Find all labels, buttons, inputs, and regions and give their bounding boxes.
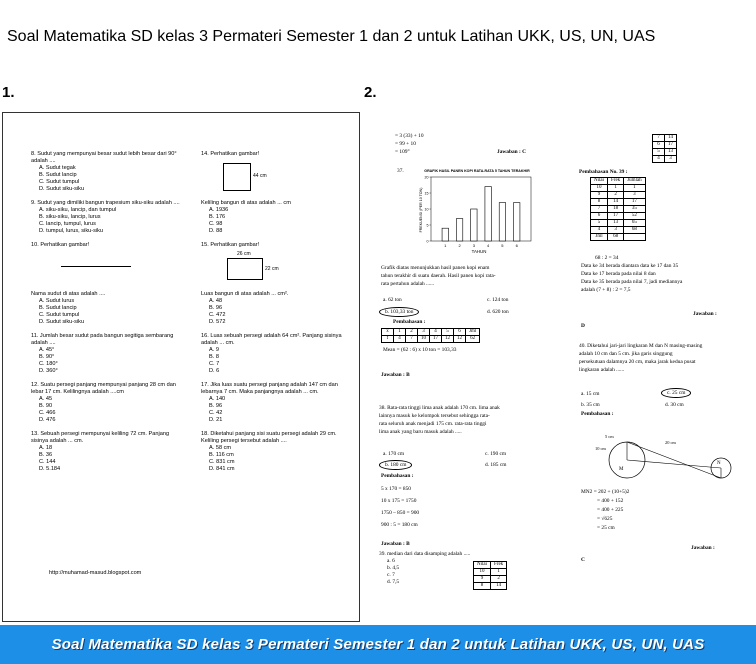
table-cell: 14 (491, 583, 507, 590)
answer-label: Jawaban : C (497, 149, 527, 155)
answer-option: B. 90 (39, 403, 53, 409)
table-cell: 4 (430, 329, 442, 336)
answer-option: A. 48 (209, 298, 223, 304)
question-text: 11. Jumlah besar sudut pada bangun segitiga sembarang adalah .... (31, 333, 174, 346)
question-text: 13. Sebuah persegi mempunyai keliling 72 cm. Panjang sisinya adalah ... cm. (31, 431, 170, 444)
answer-option: D. 6 (209, 368, 220, 374)
table-cell: 4 (394, 336, 406, 343)
answer-option: A. 45 (39, 396, 53, 402)
table-header-row (591, 178, 646, 185)
y-tick-label: 10 (424, 207, 429, 212)
table-cell: 68 (608, 234, 624, 241)
working-line: = √625 (597, 516, 613, 522)
table-cell: 6 (454, 329, 466, 336)
table-cell: Frek (491, 562, 507, 569)
question-text-line: lingkaran adalah ...... (579, 367, 625, 373)
table-cell: Frek (608, 178, 624, 185)
answer-option: C. Sudut tumpul (39, 179, 80, 185)
rectangle-width-label: 22 cm (265, 266, 279, 272)
table-cell: 62 (466, 336, 480, 343)
answer-option: d. 620 ton (487, 309, 509, 315)
table-cell: 3 (665, 156, 677, 163)
fig-label: 10 cm (595, 446, 606, 451)
table-cell: Jml (466, 329, 480, 336)
table-cell: 10 (474, 569, 491, 576)
question-text: Nama sudut di atas adalah .... (31, 291, 106, 297)
chart-bar (514, 203, 520, 241)
x-tick-label: 5 (501, 243, 504, 248)
table-cell: 7 (406, 336, 418, 343)
question-text-line: 38. Rata-rata tinggi lima anak adalah 170 cm. lima anak (379, 405, 500, 411)
table-row (653, 135, 677, 142)
bottom-banner (0, 625, 756, 664)
table-cell: 3 (624, 192, 645, 199)
center-line (627, 460, 721, 468)
line-segment (61, 266, 131, 267)
question-12 (31, 382, 181, 424)
pembahasan-label: Pembahasan : (581, 411, 614, 417)
answer-option: c. 7 (387, 572, 395, 578)
page-title: Soal Matematika SD kelas 3 Permateri Semester 1 dan 2 untuk Latihan UKK, US, UN, UAS (7, 28, 656, 45)
fig-label: 5 cm (605, 434, 614, 439)
answer-option: A. 9 (209, 347, 219, 353)
answer-option: C. 7 (209, 361, 220, 367)
answer-option: A. Sudut tegak (39, 165, 76, 171)
answer-option: C. 144 (39, 459, 56, 465)
table-cell: 12 (442, 336, 454, 343)
answer-option: B. Sudut lancip (39, 305, 77, 311)
answer-option: b. 35 cm (581, 402, 600, 408)
table-row (591, 185, 646, 192)
x-tick-label: 2 (458, 243, 461, 248)
question-column-left (31, 151, 181, 480)
answer-option: a. 15 cm (581, 391, 600, 397)
fig-label: N (717, 461, 721, 466)
answer-option: C. 98 (209, 221, 223, 227)
table-cell: 7 (653, 135, 665, 142)
table-cell: 14 (608, 199, 624, 206)
question-text: Luas bangun di atas adalah ... cm². (201, 291, 289, 297)
table-row (591, 227, 646, 234)
answer-option: D. 21 (209, 417, 223, 423)
y-tick-label: 0 (426, 239, 429, 244)
working-line: 5 x 170 = 850 (381, 486, 411, 492)
question-text-line: rata pertahun adalah ...... (381, 281, 435, 287)
question-37-number: 37. (397, 168, 404, 174)
question-text-line: lima anak yang baru masuk adalah ..... (379, 429, 462, 435)
chart-plot-area (425, 175, 532, 248)
table-row (653, 156, 677, 163)
answer-option: C. 472 (209, 312, 226, 318)
table-row (382, 329, 480, 336)
question-text-line: lainnya masuk ke kelompok tersebut sehingga rata- (379, 413, 490, 419)
question-11 (31, 333, 181, 375)
chart-title: GRAFIK HASIL PANEN KOPI RATA-RATA 5 TAHUN TERAKHIR (424, 169, 530, 173)
answer-option: D. 88 (209, 228, 223, 234)
working-line: Data ke 34 berada diantara data ke 17 dan 35 (581, 263, 679, 269)
table-cell: 14 (665, 135, 677, 142)
answer-option: C. Sudut tumpul (39, 312, 80, 318)
table-cell: 5 (442, 329, 454, 336)
table-row (591, 199, 646, 206)
answer-option: d. 7,5 (387, 579, 400, 585)
table-cell: Nilai (591, 178, 608, 185)
table-cell: 5 (591, 220, 608, 227)
y-tick-label: 15 (424, 191, 429, 196)
question-16 (201, 333, 351, 375)
table-row (474, 569, 507, 576)
table-cell: 35 (624, 206, 645, 213)
table-cell: f (382, 336, 394, 343)
chart-bar (499, 203, 505, 241)
answer-label: Jawaban : (693, 311, 717, 317)
straight-angle-figure (31, 252, 181, 288)
working-line: 10 x 175 = 1750 (381, 498, 417, 504)
table-cell: 8 (474, 583, 491, 590)
table-cell: 10 (591, 185, 608, 192)
table-cell: 3 (418, 329, 430, 336)
answer-option: D. 476 (39, 417, 56, 423)
table-cell: 52 (624, 213, 645, 220)
question-40-working (581, 488, 629, 533)
question-14 (201, 151, 351, 235)
question-37-text (381, 264, 556, 288)
banner-title: Soal Matematika SD kelas 3 Permateri Semester 1 dan 2 untuk Latihan UKK, US, UN, UAS (51, 636, 705, 653)
panel-number-1: 1. (2, 84, 15, 101)
table-cell: 3 (608, 227, 624, 234)
table-cell: 2 (406, 329, 418, 336)
table-row (591, 192, 646, 199)
answer-option: D. 5.184 (39, 466, 61, 472)
table-cell: 4 (653, 156, 665, 163)
answer-option: B. siku-siku, lancip, lurus (39, 214, 101, 220)
table-cell: x (382, 329, 394, 336)
working-line: 900 : 5 = 180 cm (381, 522, 418, 528)
table-cell: Nilai (474, 562, 491, 569)
table-row (474, 576, 507, 583)
question-text: 8. Sudut yang mempunyai besar sudut lebih besar dari 90° adalah .... (31, 151, 177, 164)
chart-bar (442, 228, 448, 241)
answer-option: a. 6 (387, 558, 395, 564)
answer-option: B. 36 (39, 452, 53, 458)
question-38-working (381, 483, 419, 531)
source-url: http://muhamad-masud.blogspot.com (49, 570, 142, 576)
table-row (653, 149, 677, 156)
worksheet-page-2 (365, 112, 750, 622)
square-side-label: 44 cm (253, 173, 267, 179)
answer-option: A. 45° (39, 347, 55, 353)
question-39-options (387, 558, 399, 586)
tangent-line (627, 442, 721, 478)
table-row (591, 234, 646, 241)
question-text-line: 40. Diketahui jari-jari lingkaran M dan N masing-masing (579, 343, 703, 349)
x-tick-label: 4 (487, 243, 490, 248)
answer-option: B. 96 (209, 403, 223, 409)
chart-bar (456, 219, 462, 241)
working-line: Data ke 35 berada pada nilai 7, jadi mediannya (581, 279, 683, 285)
pembahasan-39-text (581, 254, 746, 294)
question-17 (201, 382, 351, 424)
rectangle-shape (227, 258, 263, 280)
answer-option: C. 831 cm (209, 459, 235, 465)
question-text: 17. Jika luas suatu persegi panjang adalah 147 cm dan lebarnya 7 cm. Maka panjangnya adalah ... cm. (201, 382, 338, 395)
fig-label: M (619, 467, 624, 472)
table-cell: 17 (665, 142, 677, 149)
question-text-line: Grafik diatas menunjukkan hasil panen kopi enam (381, 265, 490, 271)
table-cell: Jumlah (624, 178, 645, 185)
answer-option: B. 8 (209, 354, 219, 360)
answer-option: A. 1936 (209, 207, 229, 213)
answer-option: D. 572 (209, 319, 226, 325)
pembahasan-label: Pembahasan : (381, 473, 414, 479)
table-cell: 1 (624, 185, 645, 192)
question-text: 12. Suatu persegi panjang mempunyai panjang 28 cm dan lebar 17 cm. Kelilingnya adalah ....cm (31, 382, 176, 395)
answer-option: d. 185 cm (485, 462, 507, 468)
chart-y-axis-label: FREKUENSI (PER 10 TON) (419, 187, 423, 233)
working-line: 68 : 2 = 34 (595, 255, 619, 261)
table-row (474, 583, 507, 590)
frequency-table (381, 328, 480, 343)
square-figure (201, 161, 351, 197)
answer-circle: b. 103,33 ton (379, 307, 419, 317)
circles-svg (593, 432, 743, 482)
answer-option: B. 96 (209, 305, 223, 311)
working-line: = 3 (33) + 10 (395, 133, 424, 139)
table-cell: 68 (624, 227, 645, 234)
answer-option: c. 124 ton (487, 297, 509, 303)
answer-option: D. 360° (39, 368, 58, 374)
answer-option: a. 170 cm (383, 451, 405, 457)
pembahasan-label: Pembahasan : (393, 319, 426, 325)
table-cell: 18 (608, 206, 624, 213)
working-line: = 99 + 10 (395, 141, 416, 147)
question-13 (31, 431, 181, 473)
tangent-circles-figure (593, 432, 743, 482)
selected-answer-option (379, 307, 419, 317)
question-40 (579, 342, 749, 374)
bar-chart (417, 165, 537, 255)
chart-svg (417, 165, 537, 255)
question-text-line: persekutuan dalamnya 20 cm, maka jarak kedua pusat (579, 359, 696, 365)
answer-option: D. Sudut siku-siku (39, 319, 85, 325)
answer-letter: C (581, 557, 585, 563)
question-38 (379, 404, 559, 436)
selected-answer-option (379, 460, 412, 470)
rectangle-length-label: 26 cm (237, 251, 251, 257)
answer-option: c. 190 cm (485, 451, 507, 457)
question-10 (31, 242, 181, 326)
answer-option: B. 116 cm (209, 452, 234, 458)
worksheet-page-1 (2, 112, 360, 622)
table-cell: 13 (665, 149, 677, 156)
x-tick-label: 1 (444, 243, 447, 248)
answer-option: C. lancip, tumpul, lurus (39, 221, 96, 227)
question-8 (31, 151, 181, 193)
fig-label: 20 cm (665, 440, 676, 445)
answer-option: d. 30 cm (665, 402, 684, 408)
question-text: 16. Luas sebuah persegi adalah 64 cm². Panjang sisinya adalah ... cm. (201, 333, 342, 346)
question-text: Keliling bangun di atas adalah ... cm (201, 200, 291, 206)
selected-answer-option (661, 388, 691, 398)
mean-formula: Mean = (62 : 6) x 10 ton = 103,33 (383, 347, 457, 353)
answer-option: A. 18 (39, 445, 53, 451)
answer-option: A. 58 cm (209, 445, 232, 451)
chart-bar (485, 187, 491, 241)
answer-option: A. siku-siku, lancip, dan tumpul (39, 207, 117, 213)
answer-option: A. Sudut lurus (39, 298, 75, 304)
table-cell: 17 (430, 336, 442, 343)
table-cell: 8 (591, 199, 608, 206)
table-row (591, 206, 646, 213)
answer-option: b. 4,5 (387, 565, 400, 571)
panel-number-2: 2. (364, 84, 377, 101)
working-line: Data ke 17 berada pada nilai 8 dan (581, 271, 656, 277)
working-line: = 400 + 225 (597, 507, 624, 513)
continued-table (652, 134, 677, 163)
answer-option: B. Sudut lancip (39, 172, 77, 178)
answer-option: C. 42 (209, 410, 223, 416)
question-text: 9. Sudut yang dimiliki bangun trapesium siku-siku adalah .... (31, 200, 180, 206)
table-cell (624, 234, 645, 241)
working-line: = 400 + 152 (597, 498, 624, 504)
table-cell: 10 (418, 336, 430, 343)
answer-option: B. 90° (39, 354, 55, 360)
table-cell: 13 (608, 220, 624, 227)
answer-option: D. tumpul, lurus, siku-siku (39, 228, 104, 234)
working-line: = 109° (395, 149, 410, 155)
answer-option: D. 841 cm (209, 466, 235, 472)
square-shape (223, 163, 251, 191)
table-header-row (474, 562, 507, 569)
working-line: adalah (7 + 8) : 2 = 7,5 (581, 287, 631, 293)
table-cell: 7 (591, 206, 608, 213)
table-row (591, 220, 646, 227)
table-cell: 17 (608, 213, 624, 220)
question-39: 39. median dari data disamping adalah ..... (379, 551, 471, 557)
question-column-right (201, 151, 351, 480)
working-line: = 25 cm (597, 525, 615, 531)
answer-option: D. Sudut siku-siku (39, 186, 85, 192)
question-text: 18. Diketahui panjang sisi suatu persegi adalah 29 cm. Keliling persegi tersebut adalah .... (201, 431, 337, 444)
pembahasan-39-table (590, 177, 646, 241)
table-cell: 6 (653, 142, 665, 149)
answer-letter: D (581, 323, 585, 329)
question-text-line: adalah 10 cm dan 5 cm. jika garis singgung (579, 351, 673, 357)
table-cell: 2 (608, 192, 624, 199)
table-cell: 12 (454, 336, 466, 343)
table-cell: 17 (624, 199, 645, 206)
x-tick-label: 3 (472, 243, 475, 248)
table-cell: 1 (491, 569, 507, 576)
table-cell: 4 (591, 227, 608, 234)
working-line: MN2 = 202 + (10+5)2 (581, 489, 630, 495)
answer-option: C. 180° (39, 361, 58, 367)
question-text-line: rata seluruh anak menjadi 175 cm. rata-rata tinggi (379, 421, 487, 427)
table-row (591, 213, 646, 220)
previous-working (395, 132, 565, 156)
x-tick-label: 6 (515, 243, 518, 248)
answer-option: C. 466 (39, 410, 56, 416)
question-15 (201, 242, 351, 326)
working-line: 1750 – 850 = 900 (381, 510, 420, 516)
answer-label: Jawaban : B (381, 372, 410, 378)
question-text: 10. Perhatikan gambar! (31, 242, 90, 248)
table-cell: 6 (591, 213, 608, 220)
answer-option: B. 176 (209, 214, 226, 220)
table-cell: Jml (591, 234, 608, 241)
table-cell: 9 (591, 192, 608, 199)
question-9 (31, 200, 181, 235)
table-cell: 1 (394, 329, 406, 336)
table-cell: 1 (608, 185, 624, 192)
question-text: 14. Perhatikan gambar! (201, 151, 260, 157)
answer-label: Jawaban : (691, 545, 715, 551)
table-cell: 9 (474, 576, 491, 583)
table-cell: 5 (653, 149, 665, 156)
y-tick-label: 5 (426, 223, 429, 228)
answer-label: Jawaban : B (381, 541, 410, 547)
y-tick-label: 20 (424, 175, 429, 180)
answer-circle: c. 25 cm (661, 388, 691, 398)
answer-option: A. 140 (209, 396, 226, 402)
table-row (653, 142, 677, 149)
table-row (382, 336, 480, 343)
chart-x-axis-label: TAHUN (471, 249, 487, 254)
answer-option: a. 62 ton (383, 297, 402, 303)
answer-circle: b. 180 cm (379, 460, 412, 470)
chart-bar (471, 209, 477, 241)
pembahasan-39-label: Pembahasan No. 39 : (579, 169, 628, 175)
table-cell: 2 (491, 576, 507, 583)
question-text-line: tahun terakhir di suatu daerah. Hasil panen kopi rata- (381, 273, 496, 279)
question-text: 15. Perhatikan gambar! (201, 242, 260, 248)
rectangle-figure (201, 252, 351, 288)
question-18 (201, 431, 351, 473)
question-39-table (473, 561, 507, 590)
table-cell: 65 (624, 220, 645, 227)
